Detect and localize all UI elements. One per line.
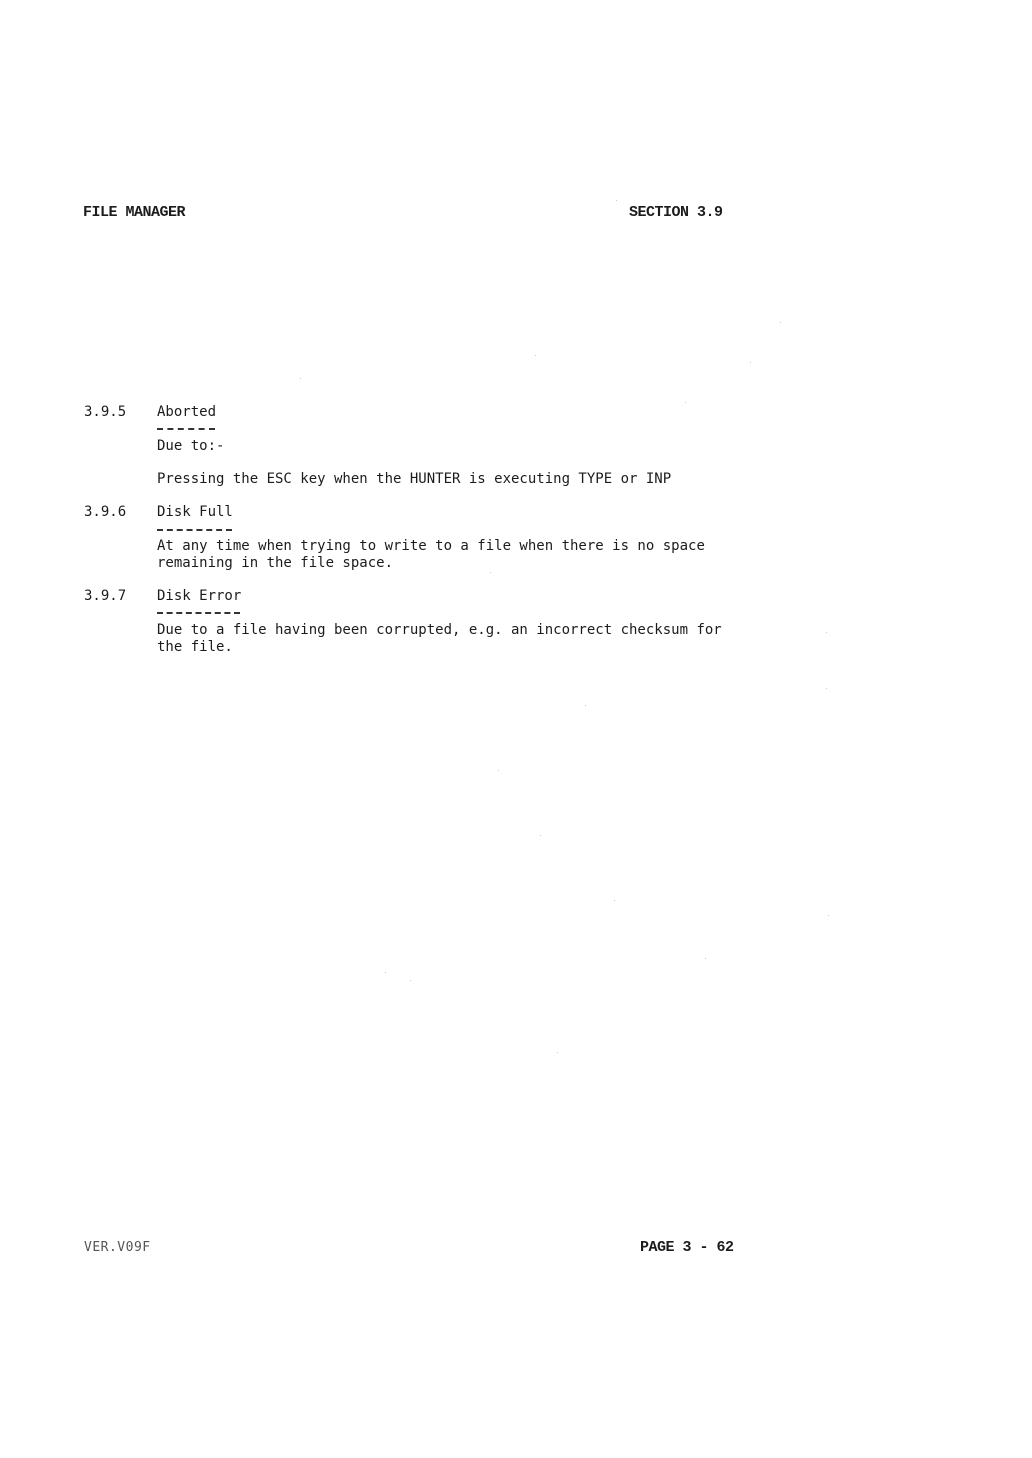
scan-speck [780, 322, 781, 323]
scan-speck [614, 900, 615, 901]
scan-speck [685, 402, 686, 403]
section-title: Disk Error [157, 588, 242, 604]
scan-speck [535, 355, 536, 356]
scan-speck [540, 835, 541, 836]
scan-speck [826, 688, 827, 689]
scan-speck [826, 632, 827, 633]
scan-speck [585, 705, 586, 706]
section-number: 3.9.5 [84, 404, 127, 420]
scan-speck [750, 362, 751, 363]
section-title: Disk Full [157, 504, 233, 520]
scan-speck [616, 200, 617, 201]
scan-speck [300, 378, 301, 379]
footer-page-number: PAGE 3 - 62 [640, 1239, 734, 1256]
section-number: 3.9.6 [84, 504, 127, 520]
scan-speck [557, 1052, 558, 1053]
section-paragraph-line: Due to a file having been corrupted, e.g. an incorrect checksum for [157, 622, 722, 638]
footer-version: VER.V09F [84, 1240, 151, 1255]
section-title-underline [157, 612, 240, 614]
scan-speck [828, 915, 829, 916]
section-paragraph-line: the file. [157, 639, 233, 655]
section-paragraph-line: Pressing the ESC key when the HUNTER is executing TYPE or INP [157, 471, 672, 487]
scan-speck [498, 770, 499, 771]
section-paragraph-line: At any time when trying to write to a file when there is no space [157, 538, 705, 554]
header-section: SECTION 3.9 [629, 204, 723, 221]
section-paragraph-line: Due to:- [157, 438, 225, 454]
scan-speck [410, 980, 411, 981]
section-title-underline [157, 428, 215, 430]
header-title: FILE MANAGER [83, 204, 186, 221]
scan-speck [705, 958, 706, 959]
scan-speck [490, 572, 491, 573]
section-paragraph-line: remaining in the file space. [157, 555, 394, 571]
section-title-underline [157, 529, 232, 531]
section-title: Aborted [157, 404, 217, 420]
scan-speck [385, 972, 386, 973]
section-number: 3.9.7 [84, 588, 127, 604]
